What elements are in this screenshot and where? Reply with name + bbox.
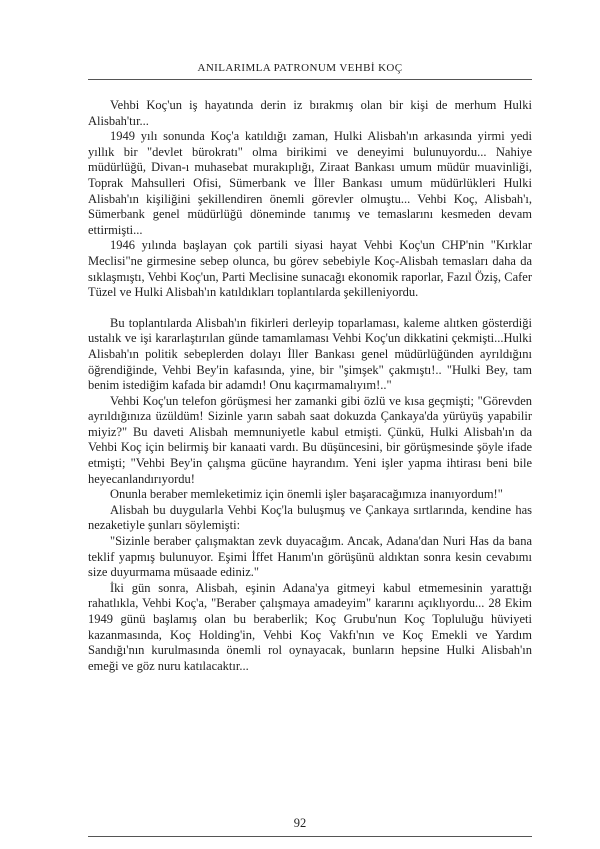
paragraph-decision: İki gün sonra, Alisbah, eşinin Adana'ya gitmeyi kabul etmemesinin yarattığı rahatlıkla, Vehbi Koç'a, "Beraber çalışmaya amadeyim" kararını açıklıyordu... 28 Ekim 1949 günü başlamış olan bu beraberlik; Koç Grubu'nun Koç Topluluğu hüviyeti kazanmasında, Koç Holding'in, Vehbi Koç Vakfı'nın ve Koç Emekli ve Yardım Sandığı'nın kurulmasında önemli rol oynayacak, bunların hepsine Hulki Alisbah'ın emeği ve göz nuru katılacaktır...	[88, 580, 532, 673]
paragraph-intro: Vehbi Koç'un iş hayatında derin iz bırakmış olan bir kişi de merhum Hulki Alisbah'tır...	[88, 98, 532, 128]
page-body	[88, 98, 532, 674]
paragraph-alisbah-quote: "Sizinle beraber çalışmaktan zevk duyacağım. Ancak, Adana'dan Nuri Has da bana teklif yapmış bulunuyor. Eşimi İffet Hanım'ın görüşünü aldıktan sonra kesin cevabımı size duyurmama müsaade ediniz."	[88, 534, 532, 580]
header-rule	[88, 79, 532, 80]
paragraph-1949: 1949 yılı sonunda Koç'a katıldığı zaman, Hulki Alisbah'ın arkasında yirmi yedi yıllık bir "devlet bürokratı" olma birikimi ve deneyimi bulunuyordu... Nahiye müdürlüğü, Divan-ı muhasebat murakıplığı, Ziraat Bankası umum müdür muavinliği, Toprak Mahsulleri Ofisi, Sümerbank ve İller Bankası umum müdürlükleri Hulki Alisbah'ın kişiliğini şekillendiren önemli görevler olmuştu... Vehbi Koç, Alisbah'ı, Sümerbank genel müdürlüğü döneminde tanımış ve temaslarını kesmeden devam ettirmişti...	[88, 129, 532, 237]
footer-rule	[88, 836, 532, 837]
paragraph-quote-continuation: Onunla beraber memleketimiz için önemli işler başaracağımıza inanıyordum!"	[110, 487, 503, 502]
paragraph-1946: 1946 yılında başlayan çok partili siyasi hayat Vehbi Koç'un CHP'nin "Kırklar Meclisi"ne girmesine sebep olunca, bu görev sebebiyle Koç-Alisbah temasları daha da sıklaşmıştı, Vehbi Koç'un, Parti Meclisine sunacağı ekonomik raporlar, Fazıl Öziş, Cafer Tüzel ve Hulki Alisbah'ın katıldıkları toplantılarda şekilleniyordu.	[88, 238, 532, 300]
running-header: ANILARIMLA PATRONUM VEHBİ KOÇ	[197, 62, 403, 74]
page-number: 92	[293, 816, 307, 830]
paragraph-phone-call: Vehbi Koç'un telefon görüşmesi her zamanki gibi özlü ve kısa geçmişti; "Görevden ayrıldığınıza üzüldüm! Sizinle yarın sabah saat dokuzda Çankaya'da yürüyüş yapabilir miyiz?" Bu daveti Alisbah memnuniyetle kabul etmişti. Çünkü, Hulki Alisbah'ın da Vehbi Koç için belirmiş bir kanaati vardı. Bu düşüncesini, bir görüşmesinde şöyle ifade etmişti; "Vehbi Bey'in çalışma gücüne hayrandım. Yeni işler yapma ihtirası beni bile heyecanlandırıyordu!	[88, 393, 532, 486]
paragraph-cankaya: Alisbah bu duygularla Vehbi Koç'la buluşmuş ve Çankaya sırtlarında, kendine has nezaketiyle şunları söylemişti:	[88, 502, 532, 533]
paragraph-meetings: Bu toplantılarda Alisbah'ın fikirleri derleyip toparlaması, kaleme alıtken gösterdiği ustalık ve işi kararlaştırılan günde tamamlaması Vehbi Koç'un dikkatini çekmişti...Hulki Alisbah'ın politik sebeplerden dolayı İller Bankası genel müdürlüğünden ayrıldığını öğrendiğinde, Vehbi Bey'in kafasında, yine, bir "şimşek" çakmıştı!.. "Hulki Bey, tam benim istediğim kafada bir adamdı! Onu kaçırmamalıyım!.."	[88, 315, 532, 393]
